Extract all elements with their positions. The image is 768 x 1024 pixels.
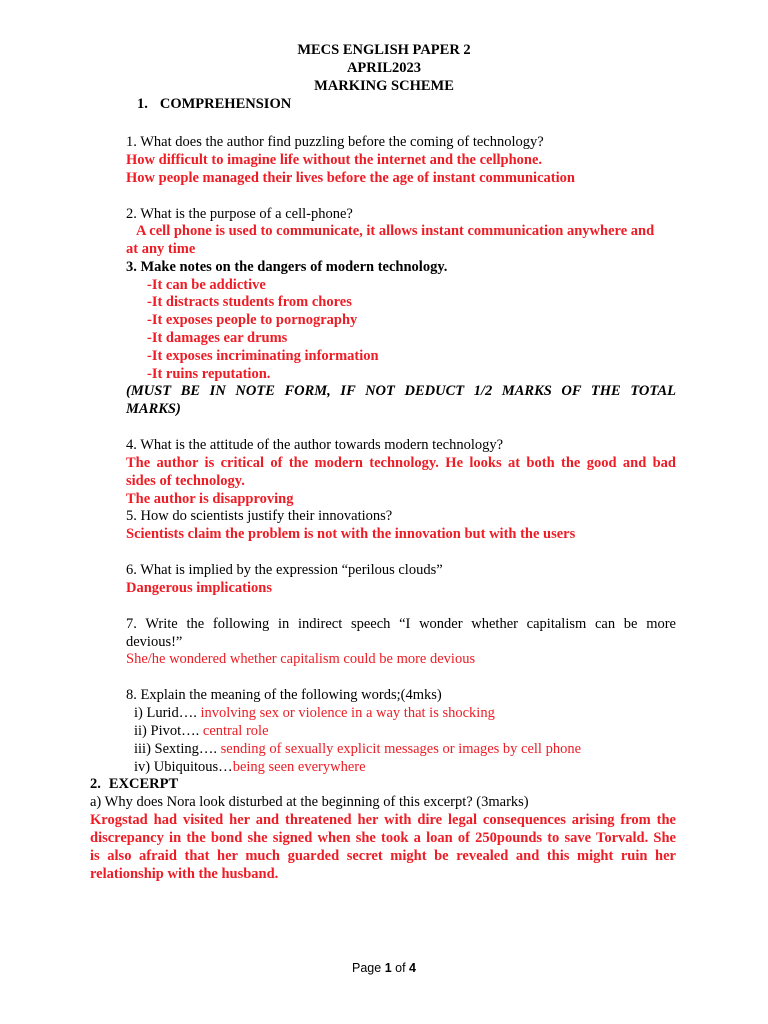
- word-definition: [134, 740, 581, 758]
- word-term: ii) Pivot….: [134, 723, 200, 739]
- page-number: 1: [384, 961, 392, 975]
- marking-note-line-2: MARKS): [126, 401, 181, 417]
- question-7-line-2: devious!”: [126, 634, 183, 650]
- section-2-heading: [90, 775, 178, 793]
- excerpt-answer-line-1: Krogstad had visited her and threatened her with dire legal consequences arising from the: [90, 812, 676, 828]
- doc-subtitle: MARKING SCHEME: [314, 78, 454, 94]
- answer-7: She/he wondered whether capitalism could be more devious: [126, 651, 476, 667]
- question-7-line-1: 7. Write the following in indirect speech “I wonder whether capitalism can be more: [126, 616, 676, 632]
- marking-note-line-1: (MUST BE IN NOTE FORM, IF NOT DEDUCT 1/2 MARKS OF THE TOTAL: [126, 383, 676, 399]
- note-item: -It exposes incriminating information: [147, 348, 379, 364]
- doc-date: APRIL2023: [346, 60, 422, 76]
- section-1-number: 1.: [137, 96, 148, 112]
- question-8: 8. Explain the meaning of the following words;(4mks): [126, 687, 442, 703]
- page-footer: [0, 961, 768, 975]
- answer-1-line-1: How difficult to imagine life without the internet and the cellphone.: [126, 152, 543, 168]
- section-1-title: COMPREHENSION: [159, 96, 292, 112]
- section-2-title: EXCERPT: [108, 776, 179, 792]
- answer-1-line-2: How people managed their lives before the age of instant communication: [126, 170, 575, 186]
- word-meaning: being seen everywhere: [232, 759, 366, 775]
- question-1: 1. What does the author find puzzling before the coming of technology?: [126, 134, 544, 150]
- answer-5: Scientists claim the problem is not with the innovation but with the users: [126, 526, 576, 542]
- note-item: -It exposes people to pornography: [147, 312, 358, 328]
- word-definition: [134, 758, 366, 776]
- question-5: 5. How do scientists justify their innovations?: [126, 508, 393, 524]
- word-definition: [134, 704, 495, 722]
- answer-6: Dangerous implications: [126, 580, 272, 596]
- excerpt-answer-line-2: discrepancy in the bond she signed when she took a loan of 250pounds to save Torvald. She: [90, 830, 676, 846]
- answer-4-line-3: The author is disapproving: [126, 491, 294, 507]
- word-term: iii) Sexting….: [134, 741, 217, 757]
- word-meaning: sending of sexually explicit messages or images by cell phone: [216, 741, 582, 757]
- word-meaning: involving sex or violence in a way that is shocking: [196, 705, 495, 721]
- note-item: -It ruins reputation.: [147, 366, 271, 382]
- answer-4-line-1: The author is critical of the modern technology. He looks at both the good and bad: [126, 455, 676, 471]
- doc-title: MECS ENGLISH PAPER 2: [297, 42, 471, 58]
- excerpt-answer-line-4: relationship with the husband.: [90, 866, 279, 882]
- word-term: i) Lurid….: [134, 705, 197, 721]
- page-total: 4: [409, 961, 416, 975]
- page-word: Page: [352, 961, 385, 975]
- note-item: -It can be addictive: [147, 277, 266, 293]
- answer-4-line-2: sides of technology.: [126, 473, 245, 489]
- question-4: 4. What is the attitude of the author towards modern technology?: [126, 437, 504, 453]
- note-item: -It damages ear drums: [147, 330, 288, 346]
- question-3: 3. Make notes on the dangers of modern technology.: [126, 259, 448, 275]
- section-2-number: 2.: [90, 776, 101, 792]
- of-word: of: [391, 961, 410, 975]
- section-1-heading: [137, 95, 291, 113]
- excerpt-question-a: a) Why does Nora look disturbed at the beginning of this excerpt? (3marks): [90, 794, 529, 810]
- question-6: 6. What is implied by the expression “perilous clouds”: [126, 562, 443, 578]
- word-term: iv) Ubiquitous…: [134, 759, 233, 775]
- excerpt-answer-line-3: is also afraid that her much guarded secret might be revealed and this might ruin her: [90, 848, 676, 864]
- note-item: -It distracts students from chores: [147, 294, 352, 310]
- word-definition: [134, 722, 269, 740]
- answer-2-line-1: A cell phone is used to communicate, it allows instant communication anywhere and: [136, 223, 655, 239]
- question-2: 2. What is the purpose of a cell-phone?: [126, 206, 353, 222]
- answer-2-line-2: at any time: [126, 241, 196, 257]
- word-meaning: central role: [199, 723, 269, 739]
